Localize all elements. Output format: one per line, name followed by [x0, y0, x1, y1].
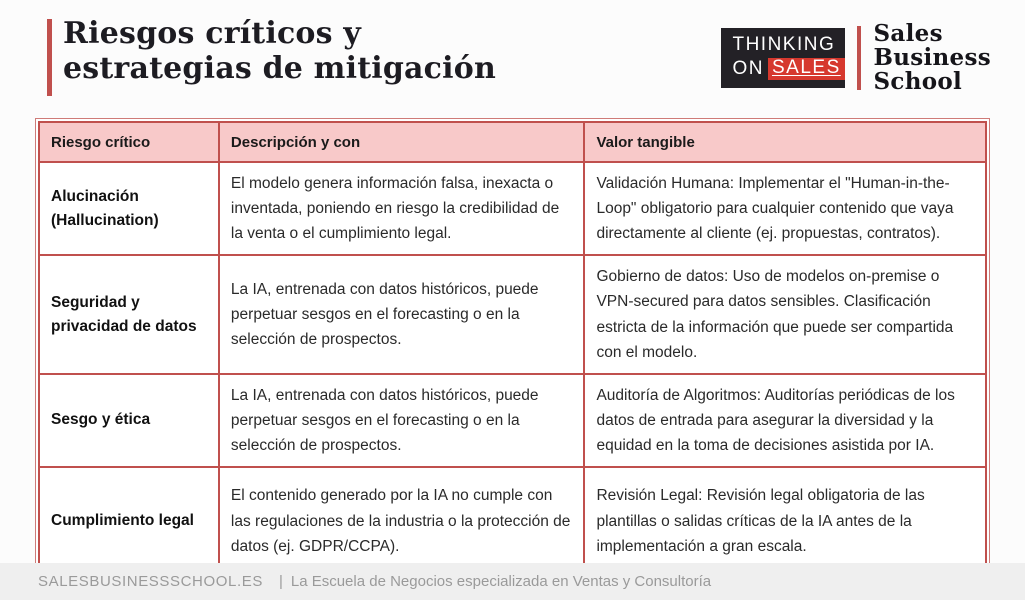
table-row [39, 467, 986, 575]
brand-name-line1: Sales [873, 20, 943, 47]
risk-value-cell: Auditoría de Algoritmos: Auditorías periódicas de los datos de entrada para asegurar la diversidad y la equidad en la toma de decisiones asistida por IA. [584, 374, 986, 467]
logo-thinking-text: THINKING [732, 34, 836, 56]
risk-description-cell: El contenido generado por la IA no cumple con las regulaciones de la industria o la protección de datos (ej. GDPR/CCPA). [219, 467, 585, 575]
footer-website: SALESBUSINESSSCHOOL.ES [38, 573, 263, 590]
page-title-line1: Riesgos críticos y [63, 16, 361, 51]
risk-name-cell: Cumplimiento legal [39, 467, 219, 575]
brand-logo [721, 22, 991, 94]
risk-value-cell: Validación Humana: Implementar el "Human-in-the-Loop" obligatorio para cualquier contenido que vaya directamente al cliente (ej. propuestas, contratos). [584, 162, 986, 255]
risk-value-cell: Revisión Legal: Revisión legal obligatoria de las plantillas o salidas críticas de la IA antes de la implementación a gran escala. [584, 467, 986, 575]
column-header-value: Valor tangible [584, 122, 986, 162]
column-header-description: Descripción y con [219, 122, 585, 162]
risk-name-cell: Sesgo y ética [39, 374, 219, 467]
risk-name-cell: Seguridad y privacidad de datos [39, 255, 219, 373]
page-title-line2: estrategias de mitigación [63, 51, 496, 87]
page-title [63, 16, 496, 86]
logo-divider [857, 26, 861, 90]
logo-on-sales-row [732, 58, 845, 80]
footer-tagline: La Escuela de Negocios especializada en Ventas y Consultoría [290, 573, 712, 590]
title-accent-bar [47, 19, 52, 96]
risk-table [38, 121, 987, 576]
brand-name-line3: School [873, 67, 963, 95]
risk-description-cell: La IA, entrenada con datos históricos, puede perpetuar sesgos en el forecasting o en la selección de prospectos. [219, 255, 585, 373]
brand-name [873, 22, 991, 94]
table-row [39, 255, 986, 373]
risk-name-cell: Alucinación (Hallucination) [39, 162, 219, 255]
table-row [39, 374, 986, 467]
footer-separator: | [278, 573, 283, 590]
risk-table-wrapper [35, 118, 990, 579]
risk-description-cell: La IA, entrenada con datos históricos, puede perpetuar sesgos en el forecasting o en la selección de prospectos. [219, 374, 585, 467]
risk-value-cell: Gobierno de datos: Uso de modelos on-premise o VPN-secured para datos sensibles. Clasificación estricta de la información que puede ser compartida con el modelo. [584, 255, 986, 373]
footer-bar [0, 563, 1025, 600]
brand-name-line2: Business [873, 43, 991, 71]
logo-on-text: ON [732, 57, 764, 79]
table-row [39, 162, 986, 255]
logo-sales-chip: SALES [768, 58, 845, 80]
table-header-row [39, 122, 986, 162]
column-header-risk: Riesgo crítico [39, 122, 219, 162]
risk-description-cell: El modelo genera información falsa, inexacta o inventada, poniendo en riesgo la credibilidad de la venta o el cumplimiento legal. [219, 162, 585, 255]
thinking-on-sales-logo [721, 28, 845, 88]
